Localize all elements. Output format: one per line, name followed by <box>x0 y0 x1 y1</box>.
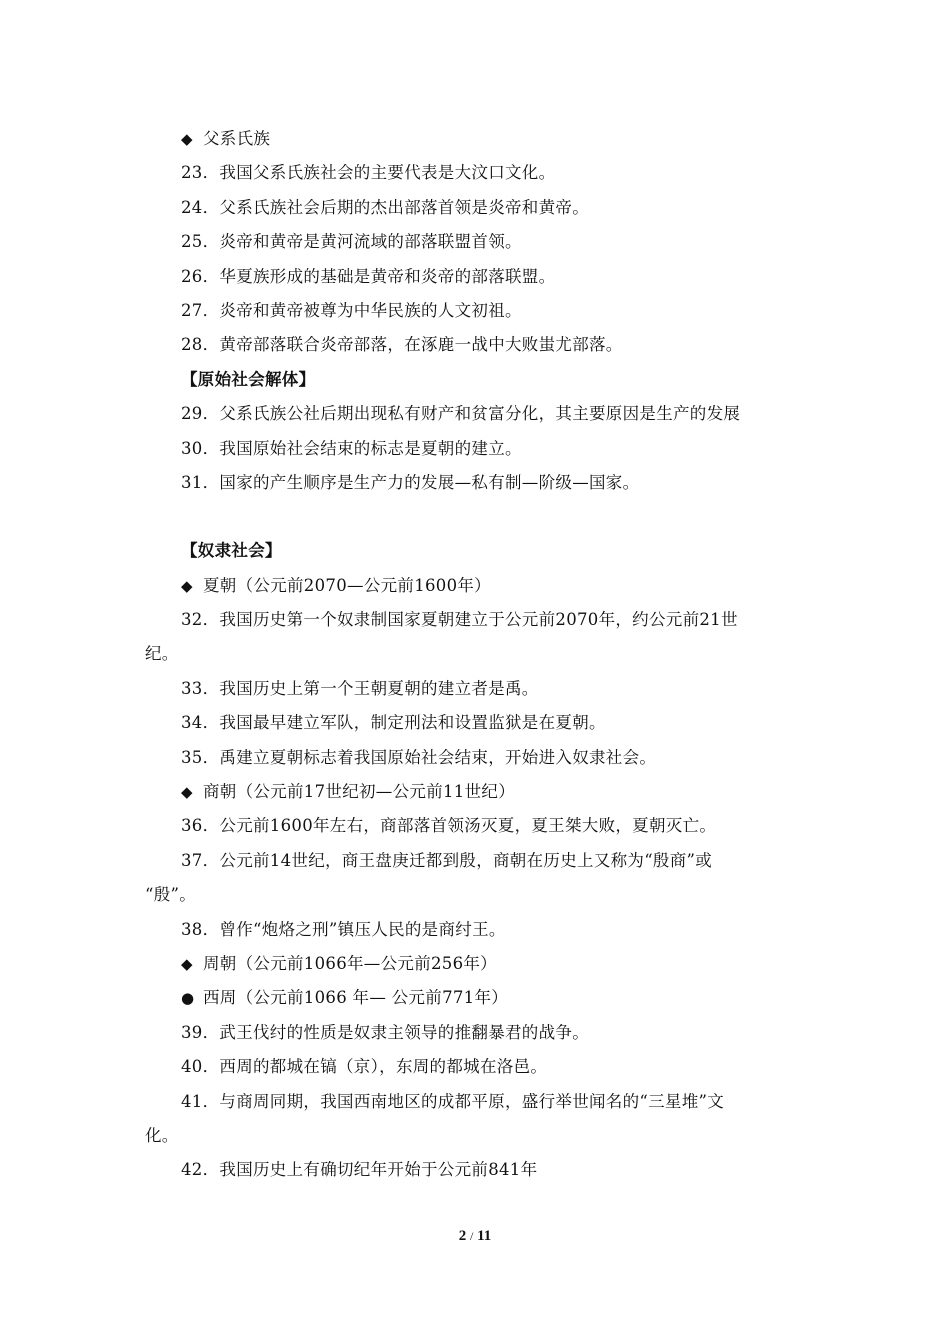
list-item: 42．我国历史上有确切纪年开始于公元前841年 <box>181 1160 538 1180</box>
list-item: 39．武王伐纣的性质是奴隶主领导的推翻暴君的战争。 <box>181 1022 589 1042</box>
list-item: 23．我国父系氏族社会的主要代表是大汶口文化。 <box>181 163 556 183</box>
list-item: 28．黄帝部落联合炎帝部落，在涿鹿一战中大败蚩尤部落。 <box>181 335 623 355</box>
list-item: 37．公元前14世纪，商王盘庚迁都到殷，商朝在历史上又称为“殷商”或 <box>181 850 713 870</box>
subsection-heading-western-zhou: ● 西周（公元前1066 年— 公元前771年） <box>145 981 810 1015</box>
list-item: 41．与商周同期，我国西南地区的成都平原，盛行举世闻名的“三星堆”文 <box>181 1091 725 1111</box>
subsection-heading-xia: ◆ 夏朝（公元前2070—公元前1600年） <box>145 569 810 603</box>
list-item: 26．华夏族形成的基础是黄帝和炎帝的部落联盟。 <box>181 266 556 286</box>
section-heading-patrilineal: ◆ 父系氏族 <box>145 122 810 156</box>
list-item: 24．父系氏族社会后期的杰出部落首领是炎帝和黄帝。 <box>181 197 589 217</box>
page-separator: / <box>469 1229 474 1243</box>
list-item-continuation: 化。 <box>145 1125 179 1145</box>
list-item: 33．我国历史上第一个王朝夏朝的建立者是禹。 <box>181 678 539 698</box>
diamond-bullet-icon: ◆ <box>181 954 193 973</box>
subsection-heading-shang: ◆ 商朝（公元前17世纪初—公元前11世纪） <box>145 775 810 809</box>
spacer <box>145 500 810 534</box>
list-item: 35．禹建立夏朝标志着我国原始社会结束，开始进入奴隶社会。 <box>181 747 657 767</box>
list-item: 25．炎帝和黄帝是黄河流域的部落联盟首领。 <box>181 232 522 252</box>
list-item: 29．父系氏族公社后期出现私有财产和贫富分化，其主要原因是生产的发展 <box>181 404 741 424</box>
list-item: 40．西周的都城在镐（京），东周的都城在洛邑。 <box>181 1057 548 1077</box>
section-heading-slavery: 【奴隶社会】 <box>181 541 282 561</box>
page-number <box>0 1228 950 1245</box>
list-item: 30．我国原始社会结束的标志是夏朝的建立。 <box>181 438 522 458</box>
list-item: 38．曾作“炮烙之刑”镇压人民的是商纣王。 <box>181 919 506 939</box>
document-content <box>145 122 810 1188</box>
list-item-continuation: “殷”。 <box>145 885 197 905</box>
page-total: 11 <box>477 1228 492 1244</box>
list-item-continuation: 纪。 <box>145 644 179 664</box>
diamond-bullet-icon: ◆ <box>181 783 193 802</box>
subsection-heading-zhou: ◆ 周朝（公元前1066年—公元前256年） <box>145 947 810 981</box>
list-item: 34．我国最早建立军队，制定刑法和设置监狱是在夏朝。 <box>181 713 606 733</box>
page-current: 2 <box>458 1228 467 1244</box>
circle-bullet-icon: ● <box>181 989 195 1008</box>
list-item: 32．我国历史第一个奴隶制国家夏朝建立于公元前2070年，约公元前21世 <box>181 610 738 630</box>
list-item: 36．公元前1600年左右，商部落首领汤灭夏，夏王桀大败，夏朝灭亡。 <box>181 816 717 836</box>
diamond-bullet-icon: ◆ <box>181 576 193 595</box>
diamond-bullet-icon: ◆ <box>181 130 193 148</box>
list-item: 31．国家的产生顺序是生产力的发展—私有制—阶级—国家。 <box>181 472 640 492</box>
list-item: 27．炎帝和黄帝被尊为中华民族的人文初祖。 <box>181 300 522 320</box>
section-heading-dissolution: 【原始社会解体】 <box>181 369 316 389</box>
